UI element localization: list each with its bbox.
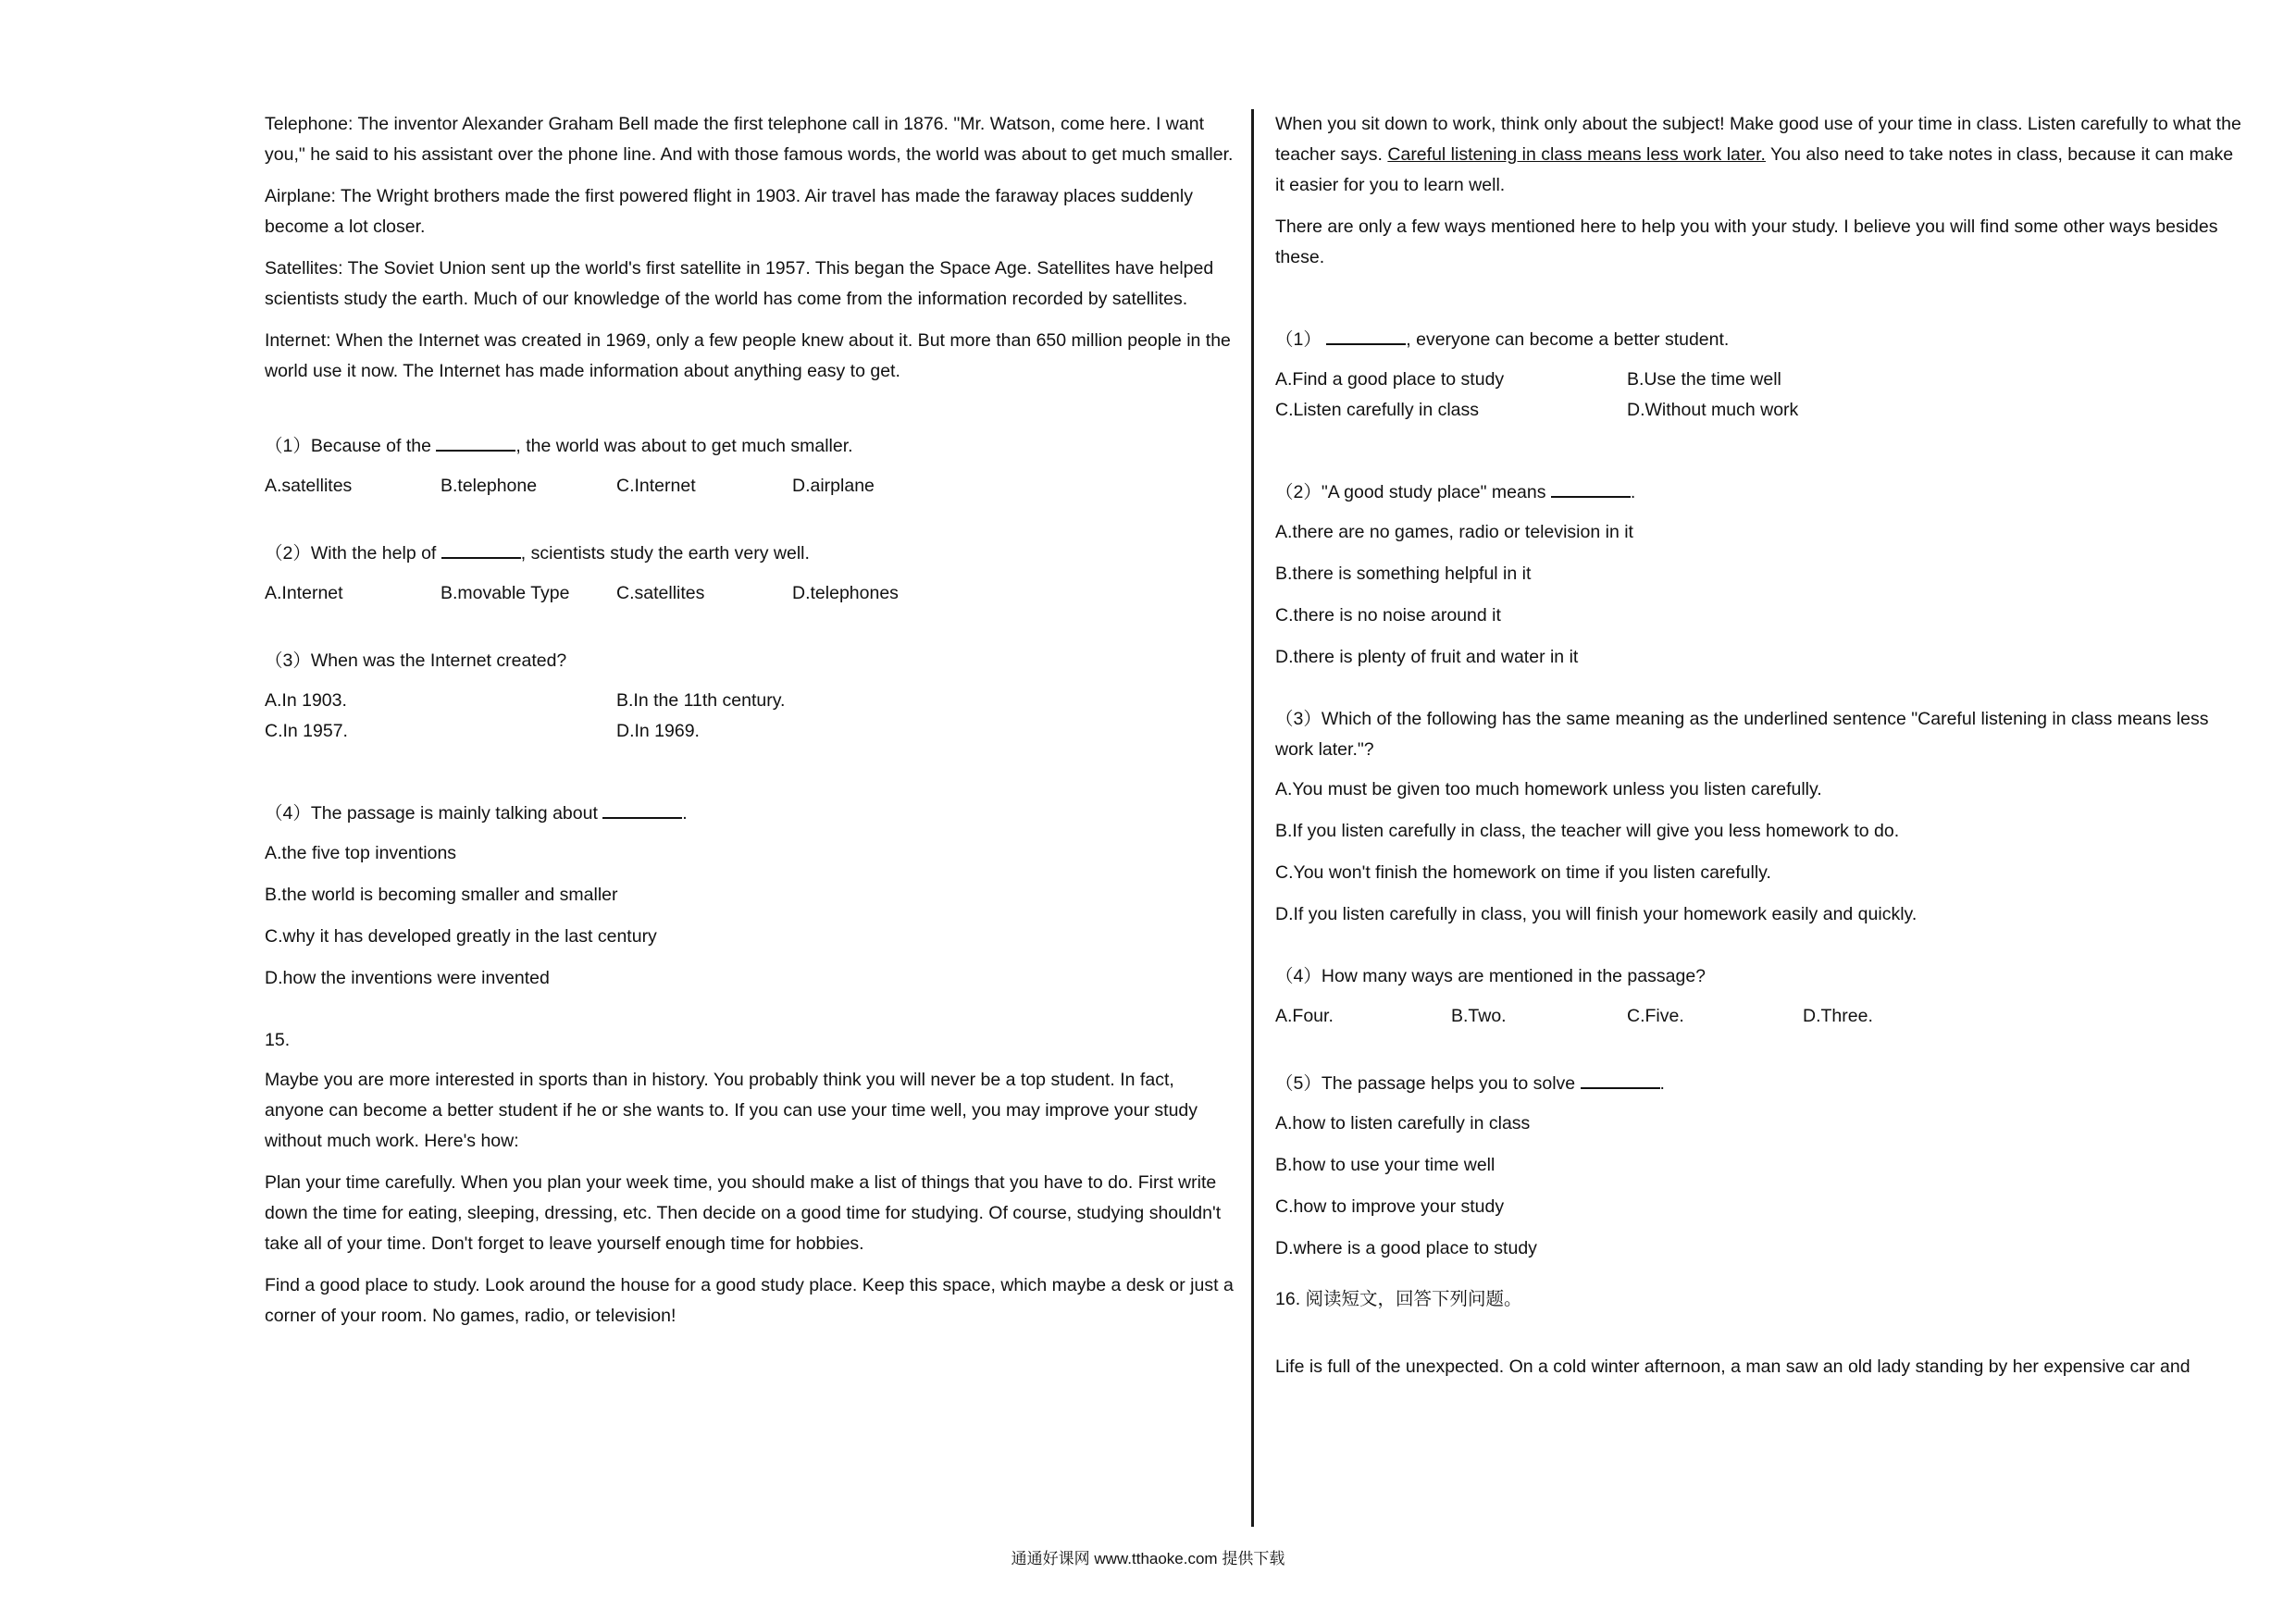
- passage-15-para-4: When you sit down to work, think only about the subject! Make good use of your time in class. Listen carefully to what the teacher says. Careful listening in class means less work later. You also need to take notes in class, because it can make it easier for you to learn well.: [1275, 114, 2241, 195]
- options-15-4: [1275, 1001, 2242, 1032]
- option-c[interactable]: C.Listen carefully in class: [1275, 400, 1480, 420]
- option-b[interactable]: B.movable Type: [441, 583, 570, 603]
- option-a[interactable]: A.Internet: [265, 583, 343, 603]
- option-d[interactable]: D.Without much work: [1627, 400, 1799, 420]
- question-14-3: （3）When was the Internet created?: [265, 650, 567, 671]
- answer-blank: [1326, 342, 1406, 345]
- options-15-2: [1275, 517, 2242, 673]
- options-14-3: [265, 686, 1236, 747]
- option-a[interactable]: A.Four.: [1275, 1006, 1334, 1026]
- question-15-4: （4）How many ways are mentioned in the passage?: [1275, 966, 1706, 986]
- question-15-1: （1） , everyone can become a better student.: [1275, 329, 1730, 350]
- option-d[interactable]: D.how the inventions were invented: [265, 968, 550, 988]
- option-a[interactable]: A.how to listen carefully in class: [1275, 1113, 1531, 1134]
- option-c[interactable]: C.how to improve your study: [1275, 1196, 1505, 1217]
- option-d[interactable]: D.there is plenty of fruit and water in it: [1275, 647, 1579, 667]
- option-d[interactable]: D.If you listen carefully in class, you will finish your homework easily and quickly.: [1275, 904, 1917, 924]
- passage-15-para-3: Find a good place to study. Look around the house for a good study place. Keep this space, which maybe a desk or just a corner of your room. No games, radio, or television!: [265, 1275, 1234, 1326]
- option-b[interactable]: B.the world is becoming smaller and smaller: [265, 885, 618, 905]
- passage-16-start: Life is full of the unexpected. On a cold winter afternoon, a man saw an old lady standing by her expensive car and: [1275, 1357, 2191, 1377]
- option-d[interactable]: D.where is a good place to study: [1275, 1238, 1537, 1258]
- option-c[interactable]: C.there is no noise around it: [1275, 605, 1501, 626]
- option-a[interactable]: A.there are no games, radio or television in it: [1275, 522, 1633, 542]
- option-b[interactable]: B.Use the time well: [1627, 369, 1781, 390]
- option-c[interactable]: C.In 1957.: [265, 721, 348, 741]
- option-d[interactable]: D.Three.: [1803, 1006, 1873, 1026]
- question-15-3: （3）Which of the following has the same meaning as the underlined sentence "Careful listening in class means less work later."?: [1275, 709, 2209, 760]
- question-16-heading: 16. 阅读短文，回答下列问题。: [1275, 1289, 1522, 1309]
- answer-blank: [441, 556, 521, 559]
- options-15-3: [1275, 774, 2242, 930]
- option-c[interactable]: C.satellites: [616, 583, 705, 603]
- question-number-15: 15.: [265, 1030, 291, 1050]
- passage-15-para-5: There are only a few ways mentioned here to help you with your study. I believe you will find some other ways besides these.: [1275, 217, 2218, 267]
- passage-15-para-2: Plan your time carefully. When you plan your week time, you should make a list of things that you have to do. First write down the time for eating, sleeping, dressing, etc. Then decide on a good time for studying. Of course, studying shouldn't take all of your time. Don't forget to leave yourself enough time for hobbies.: [265, 1172, 1222, 1254]
- passage-internet: Internet: When the Internet was created in 1969, only a few people knew about it. But more than 650 million people in the world use it now. The Internet has made information about anything easy to get.: [265, 330, 1231, 381]
- options-14-4: [265, 838, 1236, 994]
- option-d[interactable]: D.airplane: [792, 476, 875, 496]
- answer-blank: [436, 449, 515, 452]
- options-15-1: [1275, 365, 2242, 426]
- underlined-sentence: Careful listening in class means less work later.: [1387, 144, 1766, 165]
- option-b[interactable]: B.telephone: [441, 476, 538, 496]
- option-d[interactable]: D.In 1969.: [616, 721, 700, 741]
- page-footer: 通通好课网 www.tthaoke.com 提供下载: [1011, 1550, 1285, 1567]
- option-c[interactable]: C.why it has developed greatly in the last century: [265, 926, 657, 947]
- options-14-2: [265, 578, 1236, 609]
- option-a[interactable]: A.Find a good place to study: [1275, 369, 1505, 390]
- option-c[interactable]: C.Internet: [616, 476, 696, 496]
- option-b[interactable]: B.there is something helpful in it: [1275, 564, 1532, 584]
- passage-satellites: Satellites: The Soviet Union sent up the world's first satellite in 1957. This began the Space Age. Satellites have helped scientists study the earth. Much of our knowledge of the world has come from the information recorded by satellites.: [265, 258, 1214, 309]
- option-b[interactable]: B.how to use your time well: [1275, 1155, 1496, 1175]
- question-14-1: （1）Because of the , the world was about to get much smaller.: [265, 436, 853, 456]
- options-14-1: [265, 471, 1236, 502]
- option-b[interactable]: B.If you listen carefully in class, the teacher will give you less homework to do.: [1275, 821, 1900, 841]
- option-b[interactable]: B.Two.: [1451, 1006, 1507, 1026]
- left-column: [265, 109, 1236, 1343]
- question-14-2: （2）With the help of , scientists study the earth very well.: [265, 543, 810, 564]
- column-divider: [1251, 109, 1254, 1527]
- option-a[interactable]: A.the five top inventions: [265, 843, 457, 863]
- options-15-5: [1275, 1109, 2242, 1264]
- right-column: [1275, 109, 2242, 1394]
- option-a[interactable]: A.In 1903.: [265, 690, 347, 711]
- answer-blank: [602, 816, 682, 819]
- option-a[interactable]: A.satellites: [265, 476, 353, 496]
- option-c[interactable]: C.Five.: [1627, 1006, 1684, 1026]
- question-14-4: （4）The passage is mainly talking about .: [265, 803, 688, 824]
- option-a[interactable]: A.You must be given too much homework unless you listen carefully.: [1275, 779, 1822, 799]
- question-15-5: （5）The passage helps you to solve .: [1275, 1073, 1665, 1094]
- option-d[interactable]: D.telephones: [792, 583, 899, 603]
- answer-blank: [1551, 495, 1631, 498]
- option-c[interactable]: C.You won't finish the homework on time if you listen carefully.: [1275, 862, 1771, 883]
- option-b[interactable]: B.In the 11th century.: [616, 690, 786, 711]
- answer-blank: [1581, 1086, 1660, 1089]
- passage-15-para-1: Maybe you are more interested in sports than in history. You probably think you will never be a top student. In fact, anyone can become a better student if he or she wants to. If you can use your time well, you may improve your study without much work. Here's how:: [265, 1070, 1198, 1151]
- question-15-2: （2）"A good study place" means .: [1275, 482, 1636, 502]
- passage-airplane: Airplane: The Wright brothers made the first powered flight in 1903. Air travel has made the faraway places suddenly become a lot closer.: [265, 186, 1193, 237]
- passage-telephone: Telephone: The inventor Alexander Graham Bell made the first telephone call in 1876. "Mr. Watson, come here. I want you," he said to his assistant over the phone line. And with those famous words, the world was about to get much smaller.: [265, 114, 1234, 165]
